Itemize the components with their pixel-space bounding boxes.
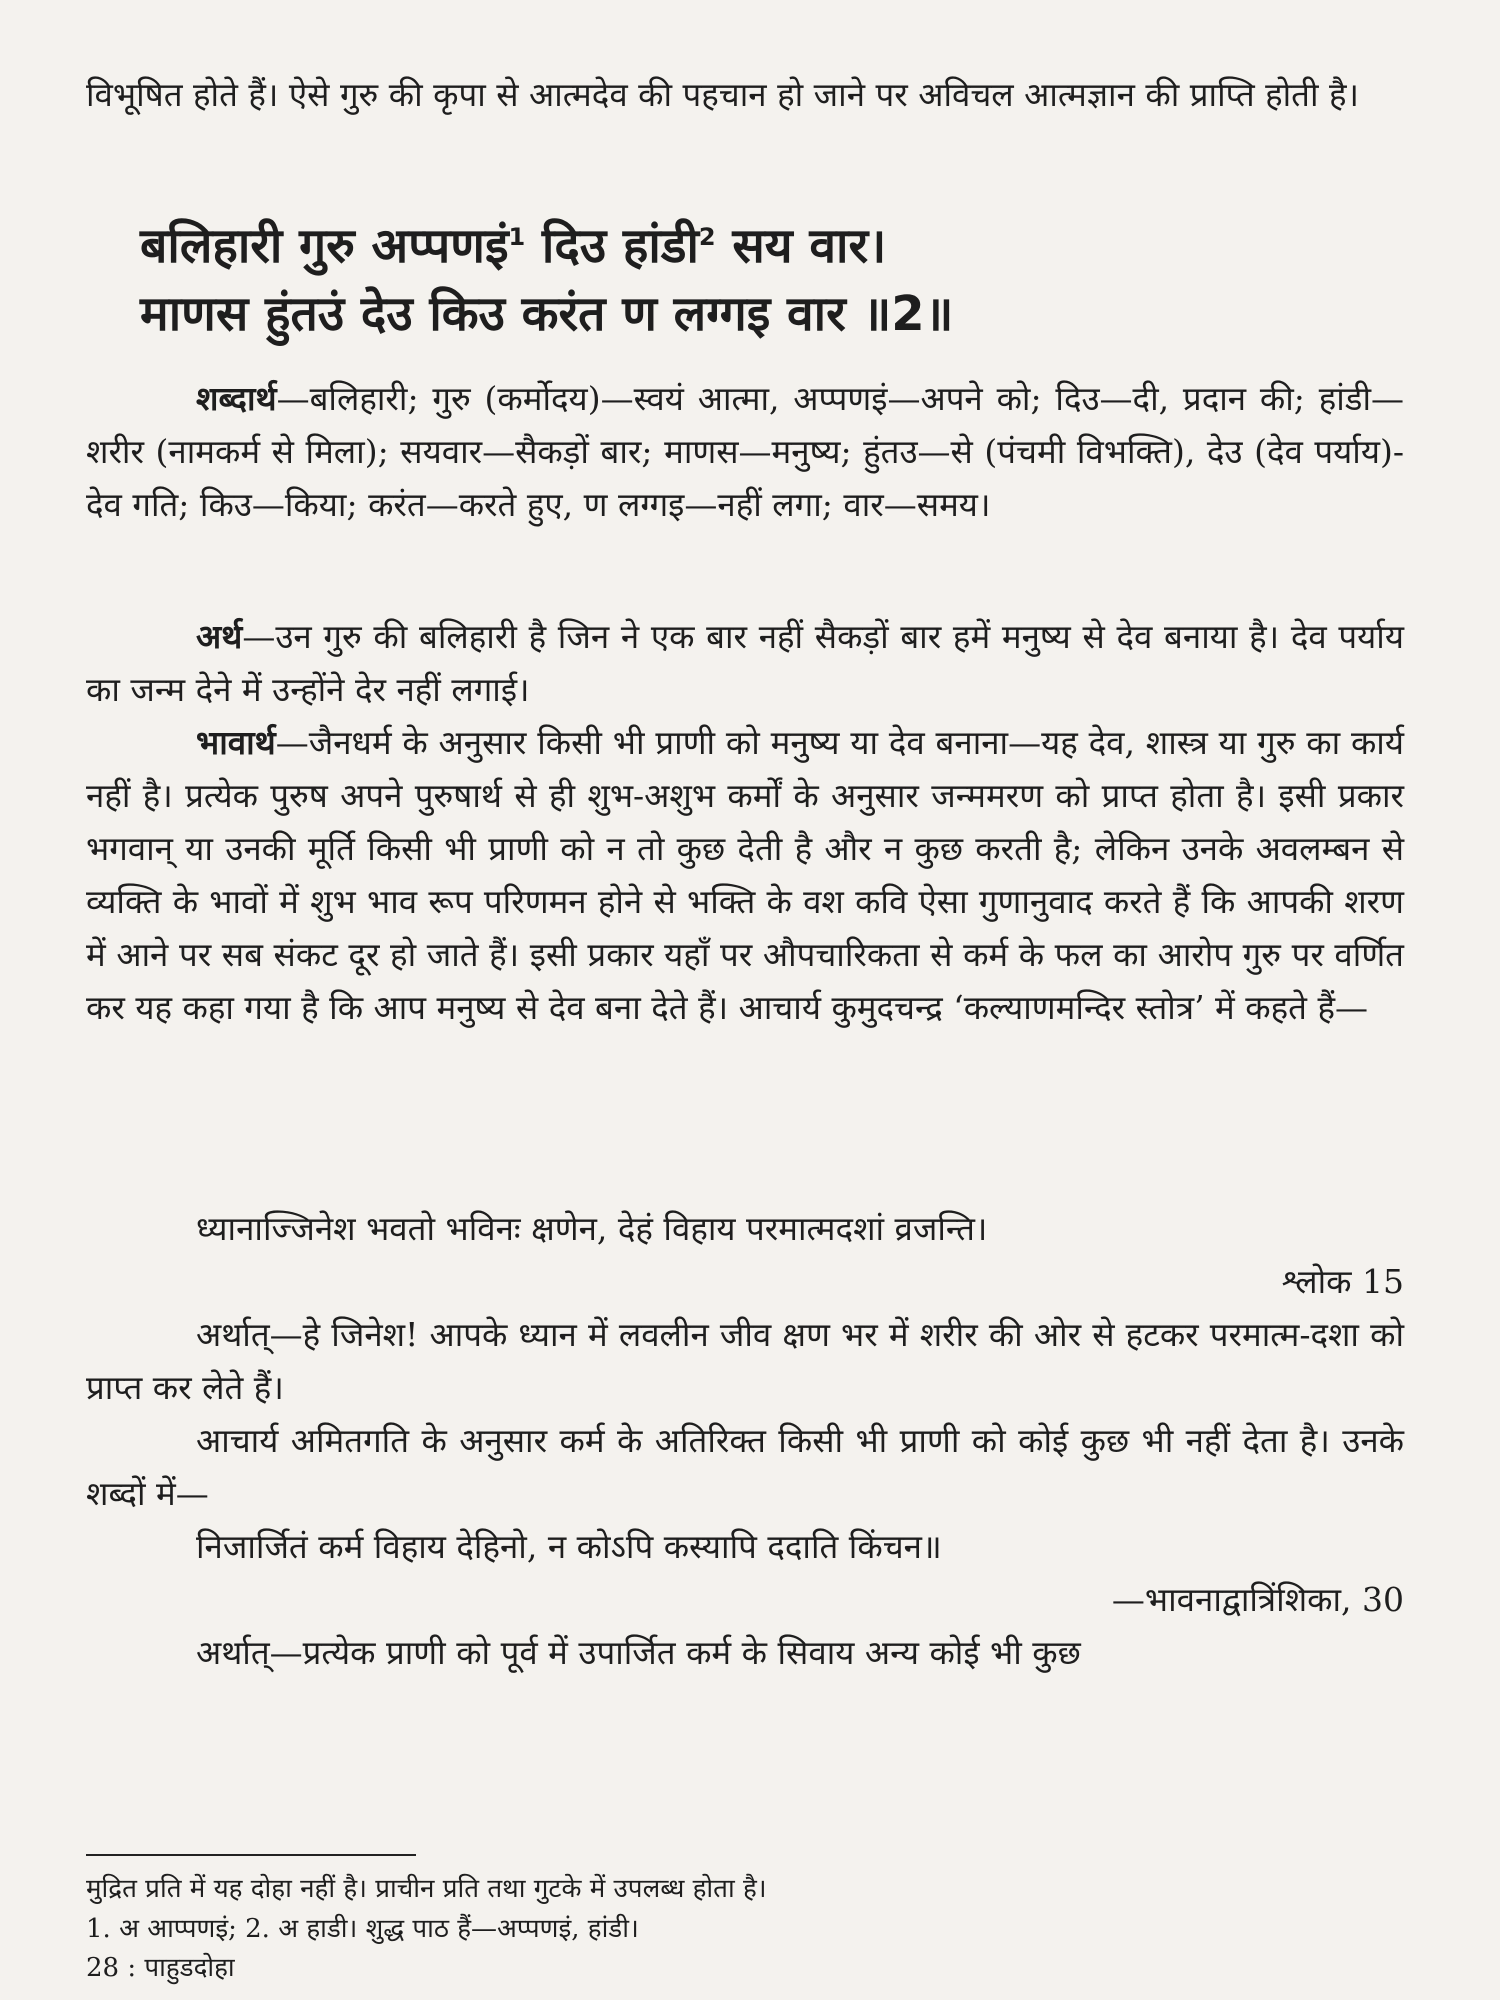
doha-verse (140, 212, 1380, 348)
verse-line-1 (140, 212, 1380, 280)
footnote-variants: 1. अ आप्पणइं; 2. अ हाडी। शुद्ध पाठ हैं—अप्पणइं, हांडी। (86, 1914, 639, 1944)
verse-line-1-part-c: सय वार। (715, 218, 887, 274)
artha-paragraph (86, 610, 1404, 716)
amitgati-paragraph: आचार्य अमितगति के अनुसार कर्म के अतिरिक्त किसी भी प्राणी को कोई कुछ भी नहीं देता है। उनके शब्दों में— (86, 1421, 1404, 1513)
shloka-2-reference: —भावनाद्वात्रिंशिका, 30 (1111, 1580, 1404, 1619)
artha-text: —उन गुरु की बलिहारी है जिन ने एक बार नहीं सैकड़ों बार हमें मनुष्य से देव बनाया है। देव पर्याय का जन्म देने में उन्होंने देर नहीं लगाई। (86, 617, 1404, 709)
bhavartha-label: भावार्थ (196, 723, 276, 762)
arthat-1-paragraph: अर्थात्—हे जिनेश! आपके ध्यान में लवलीन जीव क्षण भर में शरीर की ओर से हटकर परमात्म-दशा को प्राप्त कर लेते हैं। (86, 1315, 1404, 1407)
footnote-marker-1: 1 (508, 223, 526, 251)
shabdartha-paragraph (86, 372, 1404, 531)
shloka-bhavana: निजार्जितं कर्म विहाय देहिनो, न कोऽपि कस्यापि ददाति किंचन॥ (196, 1527, 942, 1566)
page-folio: 28 : पाहुडदोहा (86, 1953, 235, 1983)
footnote-general: मुद्रित प्रति में यह दोहा नहीं है। प्राचीन प्रति तथा गुटके में उपलब्ध होता है। (86, 1874, 767, 1904)
shloka-1-reference: श्लोक 15 (1281, 1262, 1404, 1301)
shabdartha-text: —बलिहारी; गुरु (कर्मोदय)—स्वयं आत्मा, अप्पणइं—अपने को; दिउ—दी, प्रदान की; हांडी—शरीर (नामकर्म से मिला); सयवार—सैकड़ों बार; माणस—मनुष्य; हुंतउ—से (पंचमी विभक्ति), देउ (देव पर्याय)-देव गति; किउ—किया; करंत—करते हुए, ण लग्गइ—नहीं लगा; वार—समय। (86, 379, 1404, 524)
footnote-marker-2: 2 (698, 223, 716, 251)
arthat-2-paragraph: अर्थात्—प्रत्येक प्राणी को पूर्व में उपार्जित कर्म के सिवाय अन्य कोई भी कुछ (196, 1633, 1081, 1672)
verse-line-1-part-a: बलिहारी गुरु अप्पणइं (140, 218, 509, 274)
verse-line-1-part-b: दिउ हांडी (525, 218, 699, 274)
shabdartha-label: शब्दार्थ (196, 379, 277, 418)
bhavartha-paragraph (86, 716, 1404, 1034)
bhavartha-text: —जैनधर्म के अनुसार किसी भी प्राणी को मनुष्य या देव बनाना—यह देव, शास्त्र या गुरु का कार्य नहीं है। प्रत्येक पुरुष अपने पुरुषार्थ से ही शुभ-अशुभ कर्मों के अनुसार जन्ममरण को प्राप्त होता है। इसी प्रकार भगवान् या उनकी मूर्ति किसी भी प्राणी को न तो कुछ देती है और न कुछ करती है; लेकिन उनके अवलम्बन से व्यक्ति के भावों में शुभ भाव रूप परिणमन होने से भक्ति के वश कवि ऐसा गुणानुवाद करते हैं कि आपकी शरण में आने पर सब संकट दूर हो जाते हैं। इसी प्रकार यहाँ पर औपचारिकता से कर्म के फल का आरोप गुरु पर वर्णित कर यह कहा गया है कि आप मनुष्य से देव बना देते हैं। आचार्य कुमुदचन्द्र ‘कल्याणमन्दिर स्तोत्र’ में कहते हैं— (86, 723, 1404, 1027)
verse-line-2: माणस हुंतउं देउ किउ करंत ण लग्गइ वार ॥2॥ (140, 286, 954, 342)
artha-label: अर्थ (196, 617, 243, 656)
intro-paragraph: विभूषित होते हैं। ऐसे गुरु की कृपा से आत्मदेव की पहचान हो जाने पर अविचल आत्मज्ञान की प्राप्ति होती है। (86, 75, 1360, 114)
footnote-divider (86, 1854, 416, 1856)
shloka-kalyanmandir: ध्यानाज्जिनेश भवतो भविनः क्षणेन, देहं विहाय परमात्मदशां व्रजन्ति। (196, 1209, 988, 1248)
